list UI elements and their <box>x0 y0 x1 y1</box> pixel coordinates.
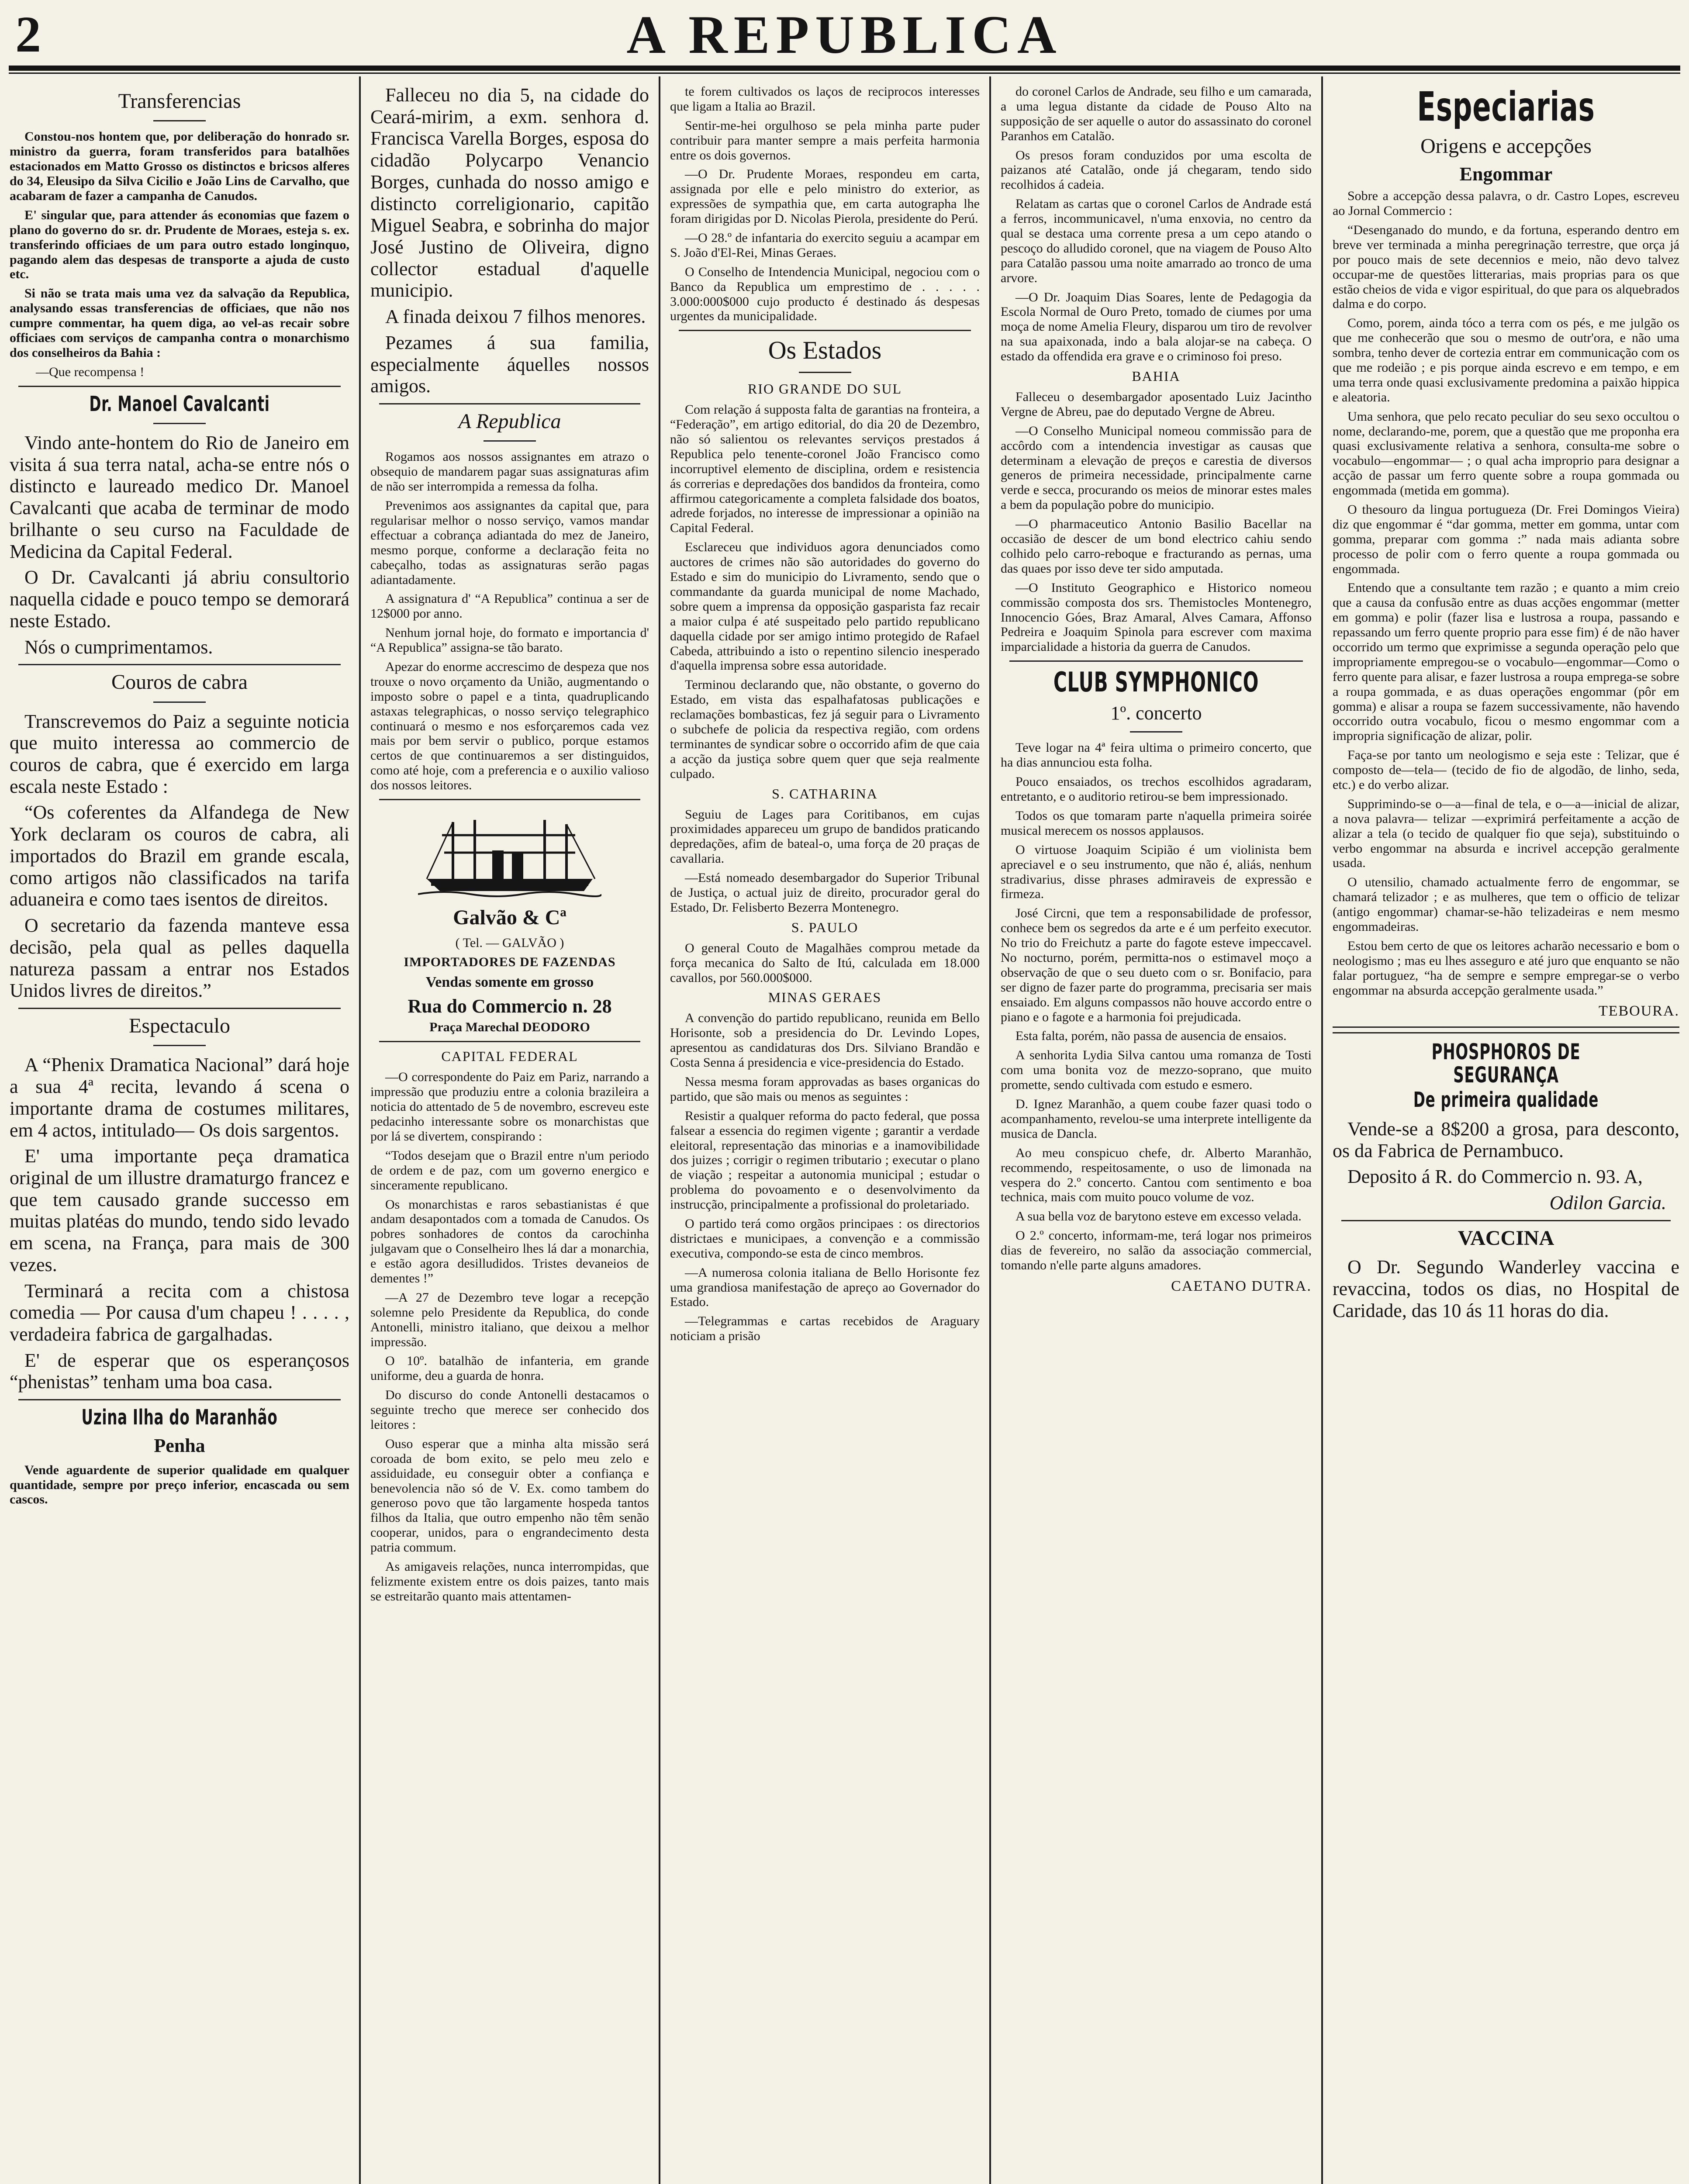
signature-caetano-dutra: CAETANO DUTRA. <box>1171 1278 1312 1294</box>
advert-company-name: Galvão & Cª <box>453 906 566 930</box>
article-paragraph: Teve logar na 4ª feira ultima o primeiro concerto, que ha dias annunciou esta folha. <box>1001 740 1312 770</box>
article-paragraph: —O Dr. Prudente Moraes, respondeu em carta, assignada por elle e pelo ministro do exterior, as expressões de sympathia que, em carta autographa lhe foram dirigidas por D. Nicolas Pierola, presidente do Perú. <box>670 167 980 226</box>
section-capital-federal: CAPITAL FEDERAL <box>441 1048 578 1064</box>
article-paragraph: “Todos desejam que o Brazil entre n'um periodo de ordem e de paz, com um governo energico e sinceramente republicano. <box>370 1148 649 1192</box>
subheadline-penha: Penha <box>154 1434 205 1456</box>
advert-signature: Odilon Garcia. <box>1549 1192 1666 1214</box>
advert-paragraph: Vende aguardente de superior qualidade em qualquer quantidade, sempre por preço inferior, encascada ou sem cascos. <box>10 1462 349 1507</box>
section-bahia: BAHIA <box>1132 368 1181 384</box>
article-paragraph: Ouso esperar que a minha alta missão será coroada de bom exito, se pelo meu zelo e assiduidade, eu conseguir obter a confiança e benevolencia não só de V. Ex. como tambem do generoso povo que tão largamente hospeda tantos filhos da Italia, que outro empenho não têm senão cooperar, unidos, para o engrandecimento desta patria commum. <box>370 1436 649 1555</box>
article-paragraph: Faça-se por tanto um neologismo e seja este : Telizar, que é composto de—tela— (tecido de fio de algodão, de linho, seda, etc.) e do verbo alizar. <box>1333 748 1679 792</box>
rule <box>18 1008 341 1009</box>
article-paragraph: —O Instituto Geographico e Historico nomeou commissão composta dos srs. Themistocles Montenegro, Innocencio Góes, Braz Amaral, Alves Camara, Affonso Pedreira e Joaquim Spinola para escrever com maxima imparcialidade a historia da guerra de Canudos. <box>1001 580 1312 654</box>
article-paragraph: As amigaveis relações, nunca interrompidas, que felizmente existem entre os dois paizes, tanto mais se estreitarão quanto mais attentamen- <box>370 1559 649 1603</box>
article-paragraph: Supprimindo-se o—a—final de tela, e o—a—inicial de alizar, a nova palavra— telizar —exprimirá perfeitamente a acção de alizar a tela (o tecido de qualquer fio que seja), substituindo o verbo engommar na absurda e incrivel accepção geralmente usada. <box>1333 796 1679 871</box>
article-paragraph: A assignatura d' “A Republica” continua a ser de 12$000 por anno. <box>370 591 649 621</box>
article-paragraph: Ao meu conspicuo chefe, dr. Alberto Maranhão, recommendo, respeitosamente, o uso de limonada na vespera do 2.º concerto. Cantou com sentimento e boa technica, mais com muito pouco volume de voz. <box>1001 1145 1312 1205</box>
article-paragraph: Sobre a accepção dessa palavra, o dr. Castro Lopes, escreveu ao Jornal Commercio : <box>1333 189 1679 218</box>
article-paragraph: Rogamos aos nossos assignantes em atrazo o obsequio de mandarem pagar suas assignaturas afim de não ser interrompida a remessa da folha. <box>370 449 649 494</box>
rule <box>18 386 341 387</box>
headline-transferencias: Transferencias <box>118 90 241 113</box>
article-paragraph: Terminou declarando que, não obstante, o governo do Estado, em vista das espalhafatosas publicações e reclamações bombasticas, fez já seguir para o Livramento o subchefe de policia da respectiva região, com ordens terminantes de syndicar sobre o occorrido afim de que caia a acção da justiça sobre quem quer que seja realmente culpado. <box>670 677 980 781</box>
advert-address: Rua do Commercio n. 28 <box>408 995 612 1017</box>
article-paragraph: Nós o cumprimentamos. <box>24 636 213 658</box>
masthead <box>0 0 1689 76</box>
rule <box>153 702 206 703</box>
advert-paragraph: Deposito á R. do Commercio n. 93. A, <box>1347 1166 1643 1188</box>
article-paragraph: A sua bella voz de barytono esteve em excesso velada. <box>1015 1209 1302 1224</box>
article-paragraph: E' uma importante peça dramatica original de um illustre dramaturgo francez e que tem causado grande successo em muitas platéas do mundo, tendo sido levado em scena, na França, para mais de 300 vezes. <box>10 1145 349 1275</box>
article-paragraph: Nessa mesma foram approvadas as bases organicas do partido, que são mais ou menos as seguintes : <box>670 1074 980 1104</box>
article-paragraph: Constou-nos hontem que, por deliberação do honrado sr. ministro da guerra, foram transferidos para batalhões estacionados em Matto Grosso os distinctos e bricsos alferes do 34, Eleusipo da Silva Cicilio e João Lins de Carvalho, que acabaram de fazer a campanha de Canudos. <box>10 129 349 203</box>
rule <box>679 330 971 331</box>
double-rule <box>1333 1026 1679 1033</box>
headline-os-estados: Os Estados <box>768 336 882 365</box>
column-4 <box>991 76 1321 2184</box>
article-paragraph: —A numerosa colonia italiana de Bello Horisonte fez uma grandiosa manifestação de apreço ao Governador do Estado. <box>670 1265 980 1310</box>
article-paragraph: Todos os que tomaram parte n'aquella primeira soirée musical merecem os nossos applausos. <box>1001 809 1312 838</box>
headline-vaccina: VACCINA <box>1458 1226 1554 1250</box>
article-paragraph: —A 27 de Dezembro teve logar a recepção solemne pelo Presidente da Republica, do conde Antonelli, ministro italiano, que deixou a melhor impressão. <box>370 1290 649 1349</box>
rule <box>18 1399 341 1400</box>
article-paragraph: Uma senhora, que pelo recato peculiar do seu sexo occultou o nome, declarando-me, porem, que a questão que me proponha era quasi exclusivamente relativa a senhora, consulta-me sobre o vocabulo—engommar— ; o qual acha improprio para designar a acção de passar um ferro quente sobre a roupa gommada ou engommada (metida em gomma). <box>1333 409 1679 498</box>
article-paragraph: “Desenganado do mundo, e da fortuna, esperando dentro em breve ver terminada a minha peregrinação terrestre, que orça já por pouco mais de sete decennios e meio, não devo talvez occupar-me de questões litterarias, mais proprias para os que estão cheios de vida e vigor espiritual, do que para os alquebrados dalma e do corpo. <box>1333 222 1679 311</box>
article-paragraph: Estou bem certo de que os leitores acharão necessario e bom o neologismo ; mas eu lhes asseguro e até juro que enquanto se não falar portuguez, “ha de sempre e sempre empregar-se o verbo engommar na absurda accepção geralmente usada.” <box>1333 938 1679 998</box>
article-paragraph: Do discurso do conde Antonelli destacamos o seguinte trecho que merece ser conhecido dos leitores : <box>370 1388 649 1432</box>
section-s-catharina: S. CATHARINA <box>772 785 878 802</box>
advert-telegraph: ( Tel. — GALVÃO ) <box>455 936 564 950</box>
subheadline-primeira-qualidade: De primeira qualidade <box>1413 1088 1599 1113</box>
rule <box>18 664 341 665</box>
article-paragraph: E' de esperar que os esperançosos “phenistas” tenham uma boa casa. <box>10 1349 349 1393</box>
rule <box>799 372 851 373</box>
subheadline-engommar: Engommar <box>1459 163 1553 185</box>
rule <box>1130 731 1182 733</box>
page-number: 2 <box>15 6 41 63</box>
article-paragraph: O general Couto de Magalhães comprou metade da força mecanica do Salto de Itú, calculada em 18.000 cavallos, por 560.000$000. <box>670 940 980 985</box>
article-paragraph: O utensilio, chamado actualmente ferro de engommar, se chamará telizador ; e as mulheres, que tem o officio de telizar (antigo engommar) chamar-se-hão telizadeiras e nem mesmo engommadeiras. <box>1333 875 1679 934</box>
article-paragraph: Pezames á sua familia, especialmente áquelles nossos amigos. <box>370 332 649 397</box>
advert-line: Vendas somente em grosso <box>425 974 594 991</box>
article-paragraph: —O 28.º de infantaria do exercito seguiu a acampar em S. João d'El-Rei, Minas Geraes. <box>670 231 980 260</box>
rule <box>1009 660 1303 662</box>
article-paragraph: Vindo ante-hontem do Rio de Janeiro em visita á sua terra natal, acha-se entre nós o distincto e laureado medico Dr. Manoel Cavalcanti que acaba de terminar de modo brilhante o seu curso na Faculdade de Medicina da Capital Federal. <box>10 432 349 562</box>
article-paragraph: Com relação á supposta falta de garantias na fronteira, a “Federação”, em artigo editorial, do dia 20 de Dezembro, não só salientou os relevantes serviços prestados á Republica pelo tenente-coronel João Francisco como incorruptivel elemento de disciplina, ordem e resistencia ás correrias e depredações dos bandidos da fronteira, como affirmou categoricamente a completa falsidade dos boatos, adrede forjados, no interesse de impressionar a opinião na Capital Federal. <box>670 402 980 536</box>
article-paragraph: Seguiu de Lages para Coritibanos, em cujas proximidades appareceu um grupo de bandidos praticando depredações, afim de bateal-o, uma força de 20 praças de cavallaria. <box>670 807 980 866</box>
article-paragraph: Pouco ensaiados, os trechos escolhidos agradaram, entretanto, e o auditorio retirou-se bem impressionado. <box>1001 774 1312 804</box>
article-paragraph: O thesouro da lingua portugueza (Dr. Frei Domingos Vieira) diz que engommar é “dar gomma, metter em gomma, untar com gomma, preparar com gomma :” nada mais adianta sobre processo de polir com o ferro quente a roupa gommada ou engommada. <box>1333 502 1679 576</box>
column-1 <box>0 76 359 2184</box>
article-paragraph: Resistir a qualquer reforma do pacto federal, que possa falsear a essencia do regimen vigente ; garantir a verdade eleitoral, representação das minorias e a inamovibilidade dos juizes ; corrigir o regimen tributario ; executar o plano de viação ; respeitar a autonomia municipal ; estudar o problema do povoamento e o desenvolvimento da instrucção, principalmente a profissional do proletariado. <box>670 1108 980 1212</box>
column-3 <box>660 76 989 2184</box>
article-paragraph: O virtuose Joaquim Scipião é um violinista bem apreciavel e o seu instrumento, que não é, aliás, nenhum stradivarius, disse phrases admiraveis de expressão e firmeza. <box>1001 842 1312 902</box>
article-paragraph: —Telegrammas e cartas recebidos de Araguary noticiam a prisão <box>670 1314 980 1344</box>
rule <box>379 403 640 404</box>
article-paragraph: Falleceu o desembargador aposentado Luiz Jacintho Vergne de Abreu, pae do deputado Vergne de Abreu. <box>1001 390 1312 419</box>
article-paragraph: O partido terá como orgãos principaes : os directorios districtaes e municipaes, a convenção e a commissão executiva, compondo-se esta de cinco membros. <box>670 1216 980 1261</box>
headline-couros-de-cabra: Couros de cabra <box>111 670 248 694</box>
rule <box>153 120 206 121</box>
section-s-paulo: S. PAULO <box>791 919 859 935</box>
article-paragraph: do coronel Carlos de Andrade, seu filho e um camarada, a uma legua distante da cidade de Pouso Alto na supposição de ser aquelle o autor do assassinato do coronel Paranhos em Catalão. <box>1001 84 1312 143</box>
article-paragraph: O Dr. Cavalcanti já abriu consultorio naquella cidade e pouco tempo se demorará neste Estado. <box>10 567 349 632</box>
article-paragraph: A senhorita Lydia Silva cantou uma romanza de Tosti com uma bonita voz de mezzo-soprano, que muito promette, sendo cultivada com estudo e esmero. <box>1001 1048 1312 1092</box>
advert-paragraph: O Dr. Segundo Wanderley vaccina e revaccina, todos os dias, no Hospital de Caridade, das 10 ás 11 horas do dia. <box>1333 1256 1679 1321</box>
headline-especiarias: Especiarias <box>1417 83 1595 130</box>
section-minas-geraes: MINAS GERAES <box>768 989 882 1006</box>
masthead-rule-thin <box>9 73 1680 74</box>
article-paragraph: Apezar do enorme accrescimo de despeza que nos trouxe o novo orçamento da União, augmentando o imposto sobre o papel e a tinta, quadruplicando astaxas telegraphicas, o nosso serviço telegraphico continuará o mesmo e nos esforçaremos cada vez mais por bem servir o publico, porque estamos certos de que continuaremos a ser distinguidos, como até hoje, com a preferencia e o auxilio valioso dos nossos leitores. <box>370 660 649 793</box>
signature-teboura: TEBOURA. <box>1598 1003 1679 1019</box>
article-paragraph: Os presos foram conduzidos por uma escolta de paizanos até Catalão, onde já chegaram, tendo sido recolhidos á cadeia. <box>1001 148 1312 192</box>
article-paragraph: Sentir-me-hei orgulhoso se pela minha parte puder contribuir para manter sempre a mais perfeita harmonia entre os dois governos. <box>670 118 980 162</box>
article-paragraph: —O Dr. Joaquim Dias Soares, lente de Pedagogia da Escola Normal de Ouro Preto, tomado de ciumes por uma moça de nome Amelia Fleury, disparou um tiro de revolver na sua apaixonada, indo a bala alojar-se na cabeça. O estado da offendida era grave e o criminoso foi preso. <box>1001 290 1312 364</box>
headline-espectaculo: Espectaculo <box>129 1014 230 1037</box>
headline-phosphoros-de-seguranca: PHOSPHOROS DE SEGURANÇA <box>1431 1039 1581 1088</box>
article-paragraph: Entendo que a consultante tem razão ; e quanto a mim creio que a causa da confusão entre as duas acções engommar (metter em gomma) e polir (fazer lisa e lustrosa a roupa, passando e repassando um ferro quente proprio para esse fim) é de não haver occorrido um termo que exprimisse a segunda operação pelo que impropriamente empregou-se o vocabulo—engommar—Como o ferro quente para alisar, e fazer lustrosa a roupa emprega-se sobre a roupa gommada, e as duas operações engommar (pôr em gomma) e alisar a roupa se fazem successivamente, não havendo occorrido outra vocabulo, ficou o mesmo engommar com a impropria significação de alizar, polir. <box>1333 581 1679 743</box>
article-paragraph: —O pharmaceutico Antonio Basilio Bacellar na occasião de descer de um bond electrico cahiu sendo colhido pelo carro-reboque e fracturando as pernas, uma das quaes por isso deve ter sido amputada. <box>1001 517 1312 576</box>
headline-dr-manoel-cavalcanti: Dr. Manoel Cavalcanti <box>89 391 270 416</box>
steamship-illustration <box>418 813 601 901</box>
newspaper-title: A REPUBLICA <box>626 5 1063 65</box>
subheadline-origens-e-accepcoes: Origens e accepções <box>1420 134 1592 158</box>
article-paragraph: Esta falta, porém, não passa de ausencia de ensaios. <box>1015 1029 1287 1044</box>
article-paragraph: A convenção do partido republicano, reunida em Bello Horisonte, sob a presidencia do Dr. Levindo Lopes, apresentou as candidaturas dos Drs. Silviano Brandão e Costa Senna á presidencia e vice-presidencia do Estado. <box>670 1011 980 1070</box>
article-paragraph: Si não se trata mais uma vez da salvação da Republica, analysando essas transferencias de officiaes, que não nos cumpre commentar, ha quem diga, ao vel-as recair sobre officiaes com serviços de campanha contra o monarchismo dos conselheiros da Bahia : <box>10 286 349 360</box>
article-paragraph: O 10º. batalhão de infanteria, em grande uniforme, deu a guarda de honra. <box>370 1354 649 1383</box>
article-paragraph: —Que recompensa ! <box>36 364 145 379</box>
article-paragraph: José Circni, que tem a responsabilidade de professor, conhece bem os segredos da arte e é um perfeito executor. No trio do Freichutz a parte do fagote esteve impeccavel. No nocturno, porém, permitta-nos o estimavel moço a observação de que o seu dueto com o sr. Bonifacio, para ser digno de fazer parte do programma, precisaria ser mais ensaiado. Em alguns compassos não houve accordo entre o piano e o fagote e a harmonia foi prejudicada. <box>1001 906 1312 1024</box>
article-paragraph: Transcrevemos do Paiz a seguinte noticia que muito interessa ao commercio de couros de cabra, que é exercido em larga escala neste Estado : <box>10 710 349 797</box>
article-paragraph: Prevenimos aos assignantes da capital que, para regularisar melhor o nosso serviço, vamos mandar effectuar a cobrança adiantada do mez de Janeiro, mesmo porque, conforme a declaração feita no cabeçalho, todas as assignaturas serão pagas adiantadamente. <box>370 498 649 587</box>
column-2 <box>361 76 659 2184</box>
article-paragraph: A finada deixou 7 filhos menores. <box>385 306 646 328</box>
advert-paragraph: Vende-se a 8$200 a grosa, para desconto, os da Fabrica de Pernambuco. <box>1333 1118 1679 1161</box>
article-paragraph: D. Ignez Maranhão, a quem coube fazer quasi todo o acompanhamento, revelou-se uma interprete intelligente da musica de Dancla. <box>1001 1097 1312 1141</box>
rule <box>1341 1220 1671 1221</box>
column-5 <box>1323 76 1689 2184</box>
rule <box>484 440 536 442</box>
rule <box>153 423 206 424</box>
article-paragraph: —O correspondente do Paiz em Pariz, narrando a impressão que produziu entre a colonia brazileira a noticia do attentado de 5 de novembro, escreveu este pedacinho interessante sobre os monarchistas que por lá se divertem, conspirando : <box>370 1070 649 1144</box>
article-paragraph: O secretario da fazenda manteve essa decisão, pela qual as pelles daquella natureza passam a entrar nos Estados Unidos livres de direitos.” <box>10 915 349 1002</box>
article-paragraph: Como, porem, ainda tóco a terra com os pés, e me julgão os que me conhecerão que sou o mesmo de outr'ora, e não uma sombra, tenho dever de cortezia entrar em communicação com os que me rodeião ; e pis porque ainda escrevo e em tempo, e em uma terra onde quasi exclusivamente predomina a paixão hippica e aleatoria. <box>1333 316 1679 404</box>
rule <box>379 799 640 800</box>
rule <box>379 1041 640 1042</box>
article-paragraph: E' singular que, para attender ás economias que fazem o plano do governo do sr. dr. Prudente de Moraes, esteja s. ex. transferindo officiaes de um para outro estado longinquo, pagando alem das despesas de transporte a ajuda de custo etc. <box>10 207 349 282</box>
headline-uzina-ilha-do-maranhao: Uzina Ilha do Maranhão <box>81 1405 278 1430</box>
masthead-rule <box>9 66 1680 71</box>
article-paragraph: O Conselho de Intendencia Municipal, negociou com o Banco da Republica um emprestimo de . . . . . 3.000:000$000 cujo producto é destinado ás despesas urgentes da municipalidade. <box>670 264 980 324</box>
article-paragraph: Os monarchistas e raros sebastianistas é que andam desapontados com a tomada de Canudos. Os pobres sonhadores de contos da carochinha julgavam que o Conselheiro lhes lá dar a monarchia, e estão agora desilludidos. Tristes devaneios de dementes !” <box>370 1197 649 1286</box>
rule <box>153 1045 206 1046</box>
article-paragraph: —O Conselho Municipal nomeou commissão para de accôrdo com a intendencia investigar as causas que determinam a elevação de preços e carestia de diversos generos de primeira necessidade, principalmente carne verde e secca, procurando os meios de minorar estes males a bem da população pobre do municipio. <box>1001 423 1312 512</box>
article-paragraph: Falleceu no dia 5, na cidade do Ceará-mirim, a exm. senhora d. Francisca Varella Borges, esposa do cidadão Polycarpo Venancio Borges, cunhada do nosso amigo e distincto correligionario, capitão Miguel Seabra, e sobrinha do major José Justino de Oliveira, digno collector estadual d'aquelle municipio. <box>370 84 649 301</box>
article-paragraph: A “Phenix Dramatica Nacional” dará hoje a sua 4ª recita, levando á scena o importante drama de costumes militares, em 4 actos, intitulado— Os dois sargentos. <box>10 1054 349 1141</box>
article-paragraph: O 2.º concerto, informam-me, terá logar nos primeiros dias de fevereiro, no salão da associação commercial, tomando n'elle parte alguns amadores. <box>1001 1228 1312 1272</box>
article-paragraph: —Está nomeado desembargador do Superior Tribunal de Justiça, o actual juiz de direito, procurador geral do Estado, Dr. Felisberto Bezerra Montenegro. <box>670 871 980 915</box>
headline-a-republica: A Republica <box>458 410 561 433</box>
article-paragraph: Relatam as cartas que o coronel Carlos de Andrade está a ferros, incommunicavel, n'uma enxovia, no centro da qual se destaca uma corrente presa a um cepo atando o pescoço do alludido coronel, que na viagem de Pouso Alto para Catalão passou uma noite amarrado ao tronco de uma arvore. <box>1001 197 1312 285</box>
headline-club-symphonico: CLUB SYMPHONICO <box>1053 666 1259 698</box>
advert-line: IMPORTADORES DE FAZENDAS <box>404 955 616 970</box>
article-paragraph: Terminará a recita com a chistosa comedia — Por causa d'um chapeu ! . . . . , verdadeira fabrica de gargalhadas. <box>10 1280 349 1345</box>
article-paragraph: Nenhum jornal hoje, do formato e importancia d' “A Republica” assigna-se tão barato. <box>370 625 649 655</box>
article-paragraph: te forem cultivados os laços de reciprocos interesses que ligam a Italia ao Brazil. <box>670 84 980 114</box>
advert-square: Praça Marechal DEODORO <box>429 1020 590 1035</box>
article-paragraph: “Os coferentes da Alfandega de New York declaram os couros de cabra, ali importados do Brazil em grande escala, como artigos não classificados na tarifa aduaneira e como taes isentos de direitos. <box>10 802 349 910</box>
article-paragraph: Esclareceu que individuos agora denunciados como auctores de crimes não são autoridades do governo do Estado e sim do municipio do Livramento, sendo que o commandante da guarda municipal de nome Machado, sobre quem a imprensa da opposição gasparista faz recair a maior culpa é até suspeitado pelo partido republicano daquella cidade por ser amigo intimo protegido de Rafael Cabeda, attribuindo a isto o repentino silencio inesperado d'aquella imprensa sobre essa autoridade. <box>670 540 980 673</box>
subheadline-primeiro-concerto: 1º. concerto <box>1110 702 1202 724</box>
section-rio-grande-do-sul: RIO GRANDE DO SUL <box>747 381 902 397</box>
